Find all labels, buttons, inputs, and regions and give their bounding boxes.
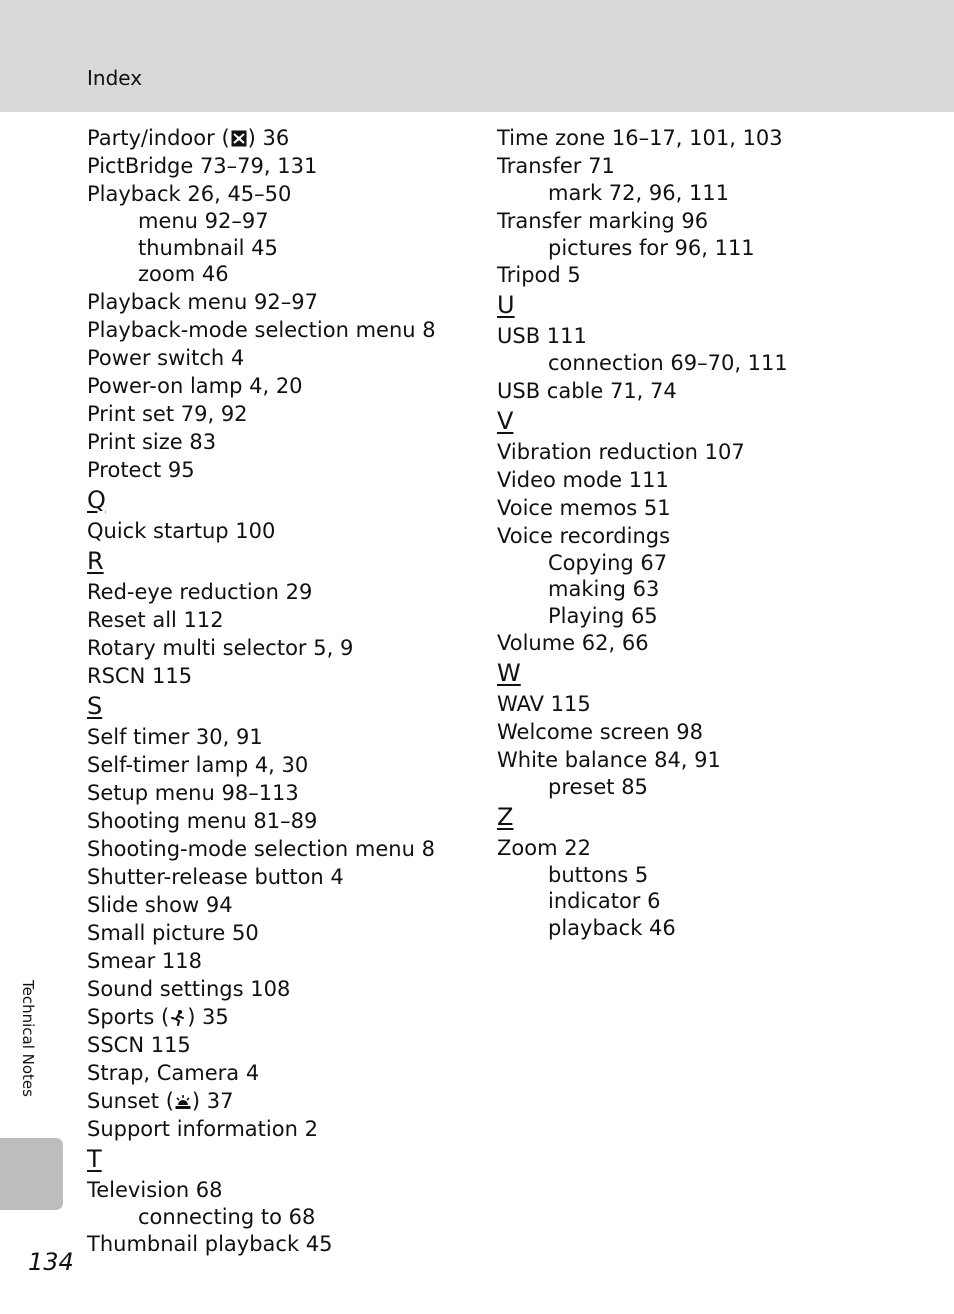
- index-entry: Small picture 50: [87, 920, 259, 945]
- index-letter-heading: V: [497, 406, 514, 435]
- sunset-icon: [175, 1089, 191, 1106]
- entry-text-suffix: ) 36: [247, 126, 290, 150]
- index-letter-heading: Z: [497, 802, 514, 831]
- index-entry: WAV 115: [497, 692, 591, 716]
- index-entry: Sound settings 108: [87, 976, 291, 1001]
- index-letter-heading: R: [87, 546, 104, 575]
- entry-text-prefix: Party/indoor (: [87, 126, 230, 150]
- index-subentry: zoom 46: [138, 262, 229, 286]
- index-entry: Television 68: [87, 1177, 223, 1202]
- page-header: [0, 0, 954, 112]
- index-subentry: connection 69–70, 111: [548, 351, 788, 375]
- index-entry: Voice memos 51: [497, 495, 671, 520]
- index-entry: Playback 26, 45–50: [87, 182, 292, 206]
- index-entry: [87, 1087, 477, 1115]
- index-entry: Shooting menu 81–89: [87, 808, 318, 833]
- index-entry: Thumbnail playback 45: [87, 1232, 333, 1256]
- index-subentry: connecting to 68: [138, 1204, 316, 1229]
- page-number: 134: [28, 1248, 74, 1276]
- index-letter-heading: U: [497, 291, 515, 319]
- index-entry: Support information 2: [87, 1116, 318, 1141]
- entry-text-prefix: Sports (: [87, 1004, 170, 1029]
- index-entry: Protect 95: [87, 457, 195, 482]
- index-entry: Playback menu 92–97: [87, 289, 318, 314]
- index-entry: Smear 118: [87, 948, 202, 973]
- index-letter-heading: S: [87, 691, 103, 720]
- index-entry: Reset all 112: [87, 607, 224, 632]
- index-subentry: buttons 5: [548, 862, 649, 887]
- index-letter-heading: T: [87, 1144, 102, 1173]
- index-letter-heading: W: [497, 659, 521, 687]
- index-subentry: indicator 6: [548, 889, 661, 913]
- index-entry: Setup menu 98–113: [87, 780, 299, 805]
- index-entry: Zoom 22: [497, 835, 591, 860]
- index-entry: Transfer 71: [497, 154, 615, 178]
- index-entry: Voice recordings: [497, 523, 671, 548]
- index-entry: Volume 62, 66: [497, 631, 649, 655]
- index-entry: Vibration reduction 107: [497, 439, 745, 464]
- index-entry: USB 111: [497, 324, 587, 348]
- index-subentry: playback 46: [548, 915, 676, 940]
- index-subentry: thumbnail 45: [138, 235, 278, 260]
- index-subentry: Playing 65: [548, 603, 658, 628]
- index-entry: Print size 83: [87, 429, 217, 454]
- index-entry: Strap, Camera 4: [87, 1060, 260, 1085]
- index-subentry: menu 92–97: [138, 209, 269, 233]
- index-entry: Self timer 30, 91: [87, 724, 263, 749]
- index-letter-heading: Q: [87, 485, 106, 514]
- index-column-left: [87, 124, 477, 1258]
- index-subentry: mark 72, 96, 111: [548, 181, 730, 205]
- index-entry: White balance 84, 91: [497, 748, 721, 772]
- index-entry: Playback-mode selection menu 8: [87, 317, 436, 342]
- entry-text-suffix: ) 35: [187, 1004, 229, 1029]
- index-entry: [87, 1003, 477, 1031]
- index-entry: Time zone 16–17, 101, 103: [497, 126, 783, 150]
- entry-text-prefix: Sunset (: [87, 1088, 174, 1113]
- index-entry: Self-timer lamp 4, 30: [87, 752, 309, 777]
- index-subentry: making 63: [548, 577, 660, 601]
- index-entry: Shooting-mode selection menu 8: [87, 836, 435, 861]
- index-entry: Transfer marking 96: [497, 208, 709, 233]
- index-subentry: preset 85: [548, 775, 648, 799]
- index-entry: Print set 79, 92: [87, 401, 248, 426]
- sports-icon: [170, 1005, 186, 1022]
- index-entry: Rotary multi selector 5, 9: [87, 635, 354, 660]
- index-subentry: pictures for 96, 111: [548, 235, 755, 260]
- section-tab: [0, 1138, 63, 1210]
- index-subentry: Copying 67: [548, 550, 668, 575]
- index-entry: Power switch 4: [87, 345, 245, 370]
- index-entry: Red-eye reduction 29: [87, 579, 313, 604]
- index-column-right: [497, 124, 937, 941]
- header-title: Index: [87, 66, 143, 90]
- index-entry: Quick startup 100: [87, 518, 276, 543]
- section-side-label: Technical Notes: [19, 980, 37, 1097]
- index-entry: SSCN 115: [87, 1032, 191, 1057]
- index-entry: Slide show 94: [87, 892, 233, 917]
- index-entry: Welcome screen 98: [497, 720, 703, 744]
- index-entry: USB cable 71, 74: [497, 378, 677, 403]
- index-entry: Shutter-release button 4: [87, 864, 344, 889]
- index-entry: PictBridge 73–79, 131: [87, 154, 318, 178]
- index-entry: Power-on lamp 4, 20: [87, 373, 303, 398]
- index-entry: Tripod 5: [497, 263, 581, 287]
- index-entry: RSCN 115: [87, 663, 193, 688]
- party-indoor-icon: [231, 126, 247, 143]
- index-entry: Video mode 111: [497, 467, 669, 492]
- index-entry: [87, 124, 477, 152]
- entry-text-suffix: ) 37: [191, 1088, 234, 1113]
